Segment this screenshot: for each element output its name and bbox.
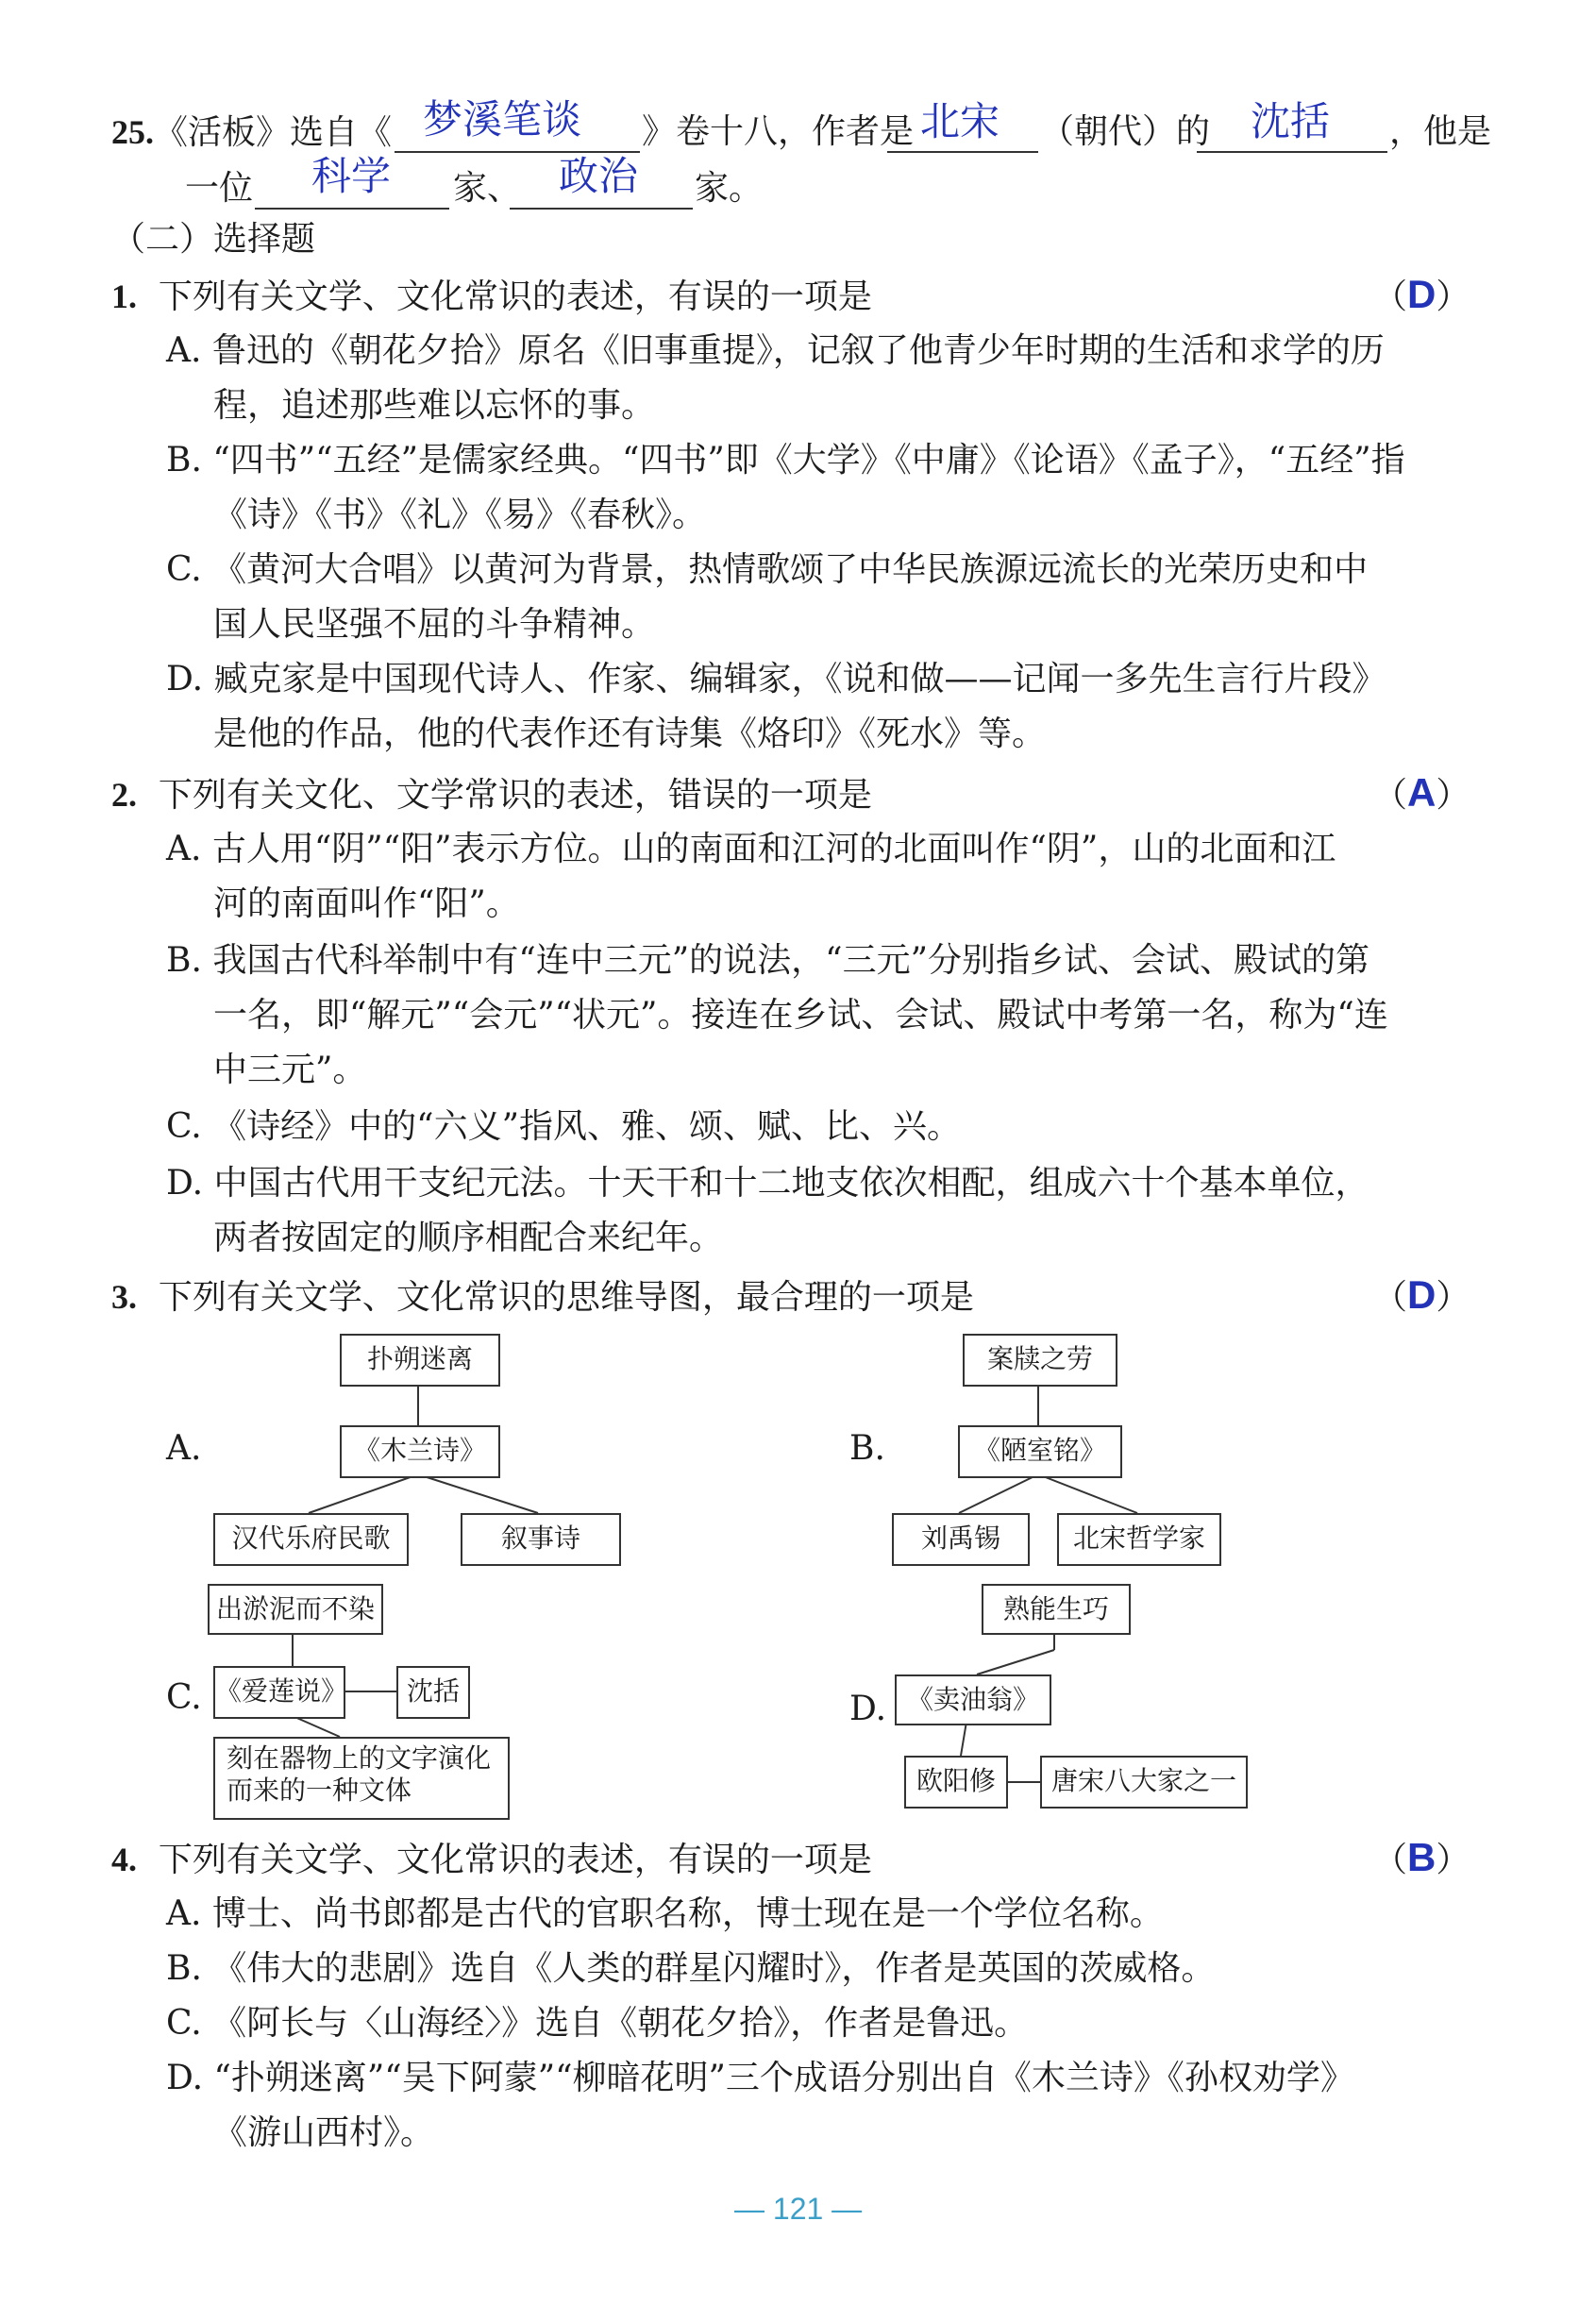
mindmap-a-connector-right — [418, 1474, 538, 1513]
q2-option-c: C. 《诗经》中的“六义”指风、雅、颂、赋、比、兴。 — [166, 1107, 961, 1146]
q2-option-a: A. 古人用“阴”“阳”表示方位。山的南面和江河的北面叫作“阴”，山的北面和江 — [166, 830, 1336, 868]
q1-option-c: C. 《黄河大合唱》以黄河为背景，热情歌颂了中华民族源远流长的光荣历史和中 — [166, 550, 1369, 589]
q25-line1: 25.《活板》选自《 — [111, 113, 393, 152]
q2-answer: （A） — [1373, 770, 1470, 815]
mindmap-a-top: 扑朔迷离 — [340, 1334, 500, 1387]
mindmap-b-label: B. — [849, 1429, 885, 1468]
q4-answer: （B） — [1373, 1835, 1470, 1879]
q4-option-c: C. 《阿长与〈山海经〉》选自《朝花夕拾》，作者是鲁迅。 — [166, 2004, 1029, 2043]
q25-answer-author: 沈括 — [1251, 98, 1331, 144]
q1-option-d: D. 臧克家是中国现代诗人、作家、编辑家，《说和做——记闻一多先生言行片段》 — [166, 660, 1386, 698]
q4-option-d-line2: 《游山西村》。 — [213, 2113, 435, 2152]
q2-option-b-line3: 中三元”。 — [213, 1051, 367, 1089]
q25-text2: 》卷十八，作者是 — [642, 112, 915, 151]
q2-option-d: D. 中国古代用干支纪元法。十天干和十二地支依次相配，组成六十个基本单位， — [166, 1164, 1369, 1203]
q1-option-a-line2: 程，追述那些难以忘怀的事。 — [213, 386, 656, 425]
mindmap-d-connector-author — [961, 1722, 966, 1756]
q4-option-b: B. 《伟大的悲剧》选自《人类的群星闪耀时》，作者是英国的茨威格。 — [166, 1949, 1216, 1988]
mindmap-a-right: 叙事诗 — [461, 1513, 621, 1566]
q2-option-d-line2: 两者按固定的顺序相配合来纪年。 — [213, 1219, 724, 1257]
q1-option-c-line2: 国人民坚强不屈的斗争精神。 — [213, 605, 656, 644]
q2-stem: 2. 下列有关文化、文学常识的表述，错误的一项是 — [111, 776, 872, 815]
q4-option-a: A. 博士、尚书郎都是古代的官职名称，博士现在是一个学位名称。 — [166, 1894, 1164, 1933]
mindmap-d-side: 唐宋八大家之一 — [1040, 1756, 1248, 1809]
mindmap-b-center: 《陋室铭》 — [958, 1425, 1122, 1478]
q2-option-b: B. 我国古代科举制中有“连中三元”的说法，“三元”分别指乡试、会试、殿试的第 — [166, 941, 1369, 980]
q2-answer-letter: A — [1407, 770, 1436, 815]
page-number: — 121 — — [734, 2192, 863, 2226]
mindmap-c-center: 《爱莲说》 — [213, 1666, 345, 1719]
mindmap-b-top: 案牍之劳 — [963, 1334, 1117, 1387]
q2-option-b-line2: 一名，即“解元”“会元”“状元”。接连在乡试、会试、殿试中考第一名，称为“连 — [213, 996, 1388, 1035]
q25-text3: （朝代）的 — [1040, 112, 1211, 151]
mindmap-b-left: 刘禹锡 — [892, 1513, 1030, 1566]
mindmap-b-connector-right — [1038, 1474, 1137, 1513]
q4-option-d: D. “扑朔迷离”“吴下阿蒙”“柳暗花明”三个成语分别出自《木兰诗》《孙权劝学》 — [166, 2059, 1354, 2097]
mindmap-d-label: D. — [849, 1690, 887, 1728]
q25-answer-dynasty: 北宋 — [920, 98, 1000, 144]
q25-answer-role1: 科学 — [311, 153, 392, 199]
mindmap-d-top: 熟能生巧 — [982, 1584, 1131, 1635]
mindmap-c-bottom: 刻在器物上的文字演化而来的一种文体 — [213, 1737, 510, 1820]
q1-option-d-line2: 是他的作品，他的代表作还有诗集《烙印》《死水》等。 — [213, 715, 1047, 753]
mindmap-c-connector-bottom — [293, 1716, 340, 1737]
mindmap-a-label: A. — [166, 1429, 202, 1468]
q25-number: 25. — [111, 113, 154, 151]
q1-answer: （D） — [1373, 272, 1470, 316]
q4-answer-letter: B — [1407, 1835, 1436, 1879]
mindmap-c-side: 沈括 — [396, 1666, 470, 1719]
q1-answer-letter: D — [1407, 272, 1436, 316]
q25-answer-book: 梦溪笔谈 — [423, 96, 582, 143]
mindmap-b-right: 北宋哲学家 — [1057, 1513, 1221, 1566]
mindmap-a-left: 汉代乐府民歌 — [213, 1513, 409, 1566]
q25-text6: 家、 — [453, 169, 522, 208]
q25-answer-role2: 政治 — [559, 153, 639, 199]
mindmap-d-center: 《卖油翁》 — [895, 1674, 1051, 1725]
q25-text4: ，他是 — [1389, 112, 1492, 151]
q1-option-a: A. 鲁迅的《朝花夕拾》原名《旧事重提》，记叙了他青少年时期的生活和求学的历 — [166, 331, 1385, 370]
section-title: （二）选择题 — [111, 220, 316, 259]
mindmap-d-author: 欧阳修 — [904, 1756, 1008, 1809]
mindmap-a-center: 《木兰诗》 — [340, 1425, 500, 1478]
q1-option-b: B. “四书”“五经”是儒家经典。“四书”即《大学》《中庸》《论语》《孟子》，“五经”指 — [166, 441, 1405, 480]
mindmap-a-connector-left — [309, 1474, 418, 1513]
q2-option-a-line2: 河的南面叫作“阳”。 — [213, 884, 520, 923]
q3-stem: 3. 下列有关文学、文化常识的思维导图，最合理的一项是 — [111, 1278, 974, 1317]
q25-text7: 家。 — [695, 169, 764, 208]
mindmap-b-connector-left — [959, 1474, 1038, 1513]
mindmap-c-label: C. — [166, 1678, 202, 1717]
q4-stem: 4. 下列有关文学、文化常识的表述，有误的一项是 — [111, 1841, 872, 1879]
q3-answer: （D） — [1373, 1272, 1470, 1317]
q3-answer-letter: D — [1407, 1272, 1436, 1317]
mindmap-c-top: 出淤泥而不染 — [208, 1584, 383, 1635]
q25-text5: 一位 — [185, 169, 254, 208]
q1-stem: 1. 下列有关文学、文化常识的表述，有误的一项是 — [111, 278, 872, 316]
mindmap-d-connector-center — [977, 1650, 1054, 1674]
q1-option-b-line2: 《诗》《书》《礼》《易》《春秋》。 — [213, 496, 707, 534]
